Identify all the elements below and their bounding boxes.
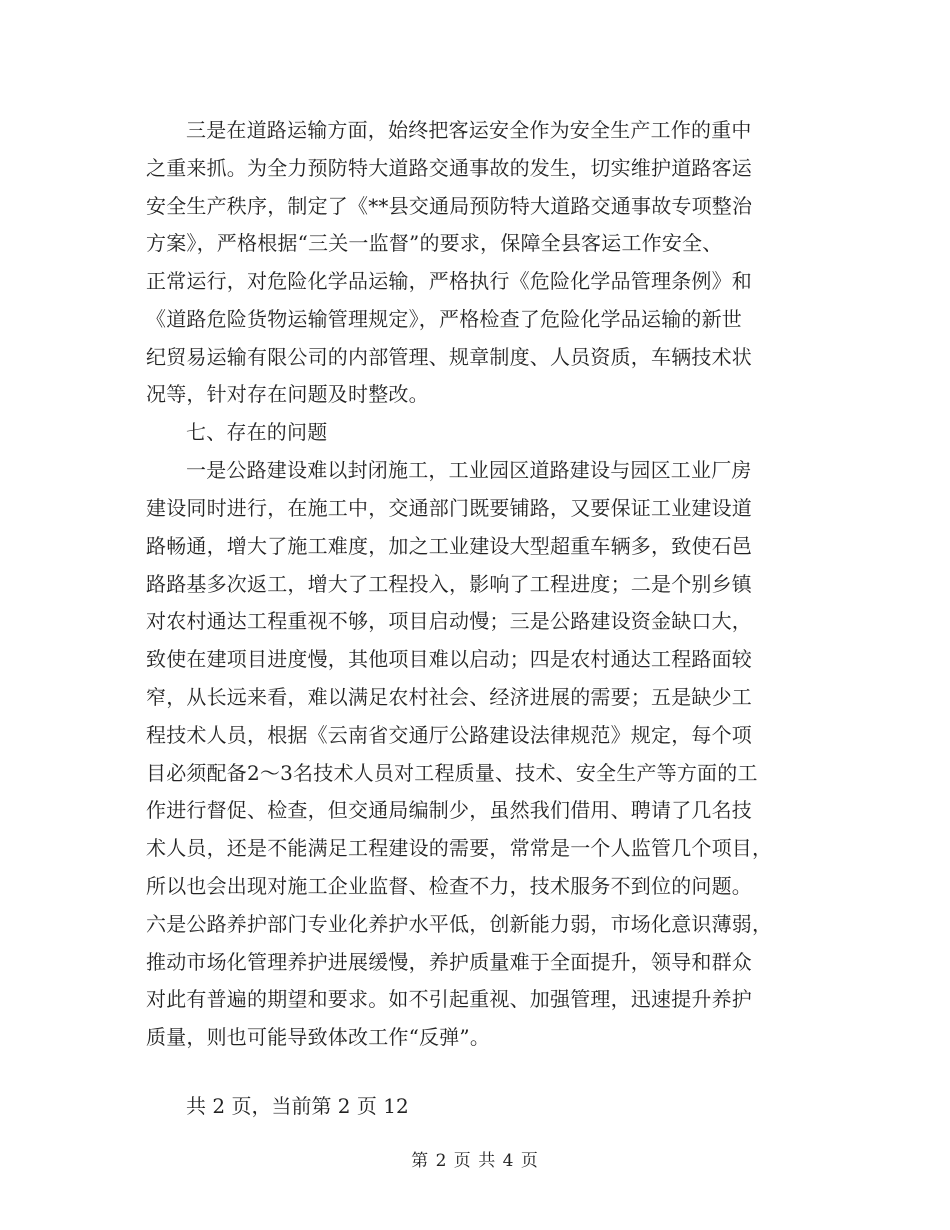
paragraph-line: 质量，则也可能导致体改工作“反弹”。 <box>146 1025 491 1049</box>
paragraph-line: 六是公路养护部门专业化养护水平低，创新能力弱，市场化意识薄弱， <box>146 912 773 936</box>
paragraph-line: 对农村通达工程重视不够，项目启动慢；三是公路建设资金缺口大， <box>146 609 752 633</box>
paragraph-line: 对此有普遍的期望和要求。如不引起重视、加强管理，迅速提升养护 <box>146 987 752 1011</box>
paragraph-line: 一是公路建设难以封闭施工，工业园区道路建设与园区工业厂房 <box>186 458 752 482</box>
page-footer: 第 2 页 共 4 页 <box>411 1151 539 1171</box>
paragraph-line: 方案》，严格根据“三关一监督”的要求，保障全县客运工作安全、 <box>146 231 723 255</box>
paragraph-line: 况等，针对存在问题及时整改。 <box>146 382 429 406</box>
paragraph-line: 《道路危险货物运输管理规定》，严格检查了危险化学品运输的新世 <box>146 307 742 331</box>
paragraph-line: 纪贸易运输有限公司的内部管理、规章制度、人员资质，车辆技术状 <box>146 345 752 369</box>
paragraph-line: 推动市场化管理养护进展缓慢，养护质量难于全面提升，领导和群众 <box>146 950 752 974</box>
paragraph-line: 安全生产秩序，制定了《**县交通局预防特大道路交通事故专项整治 <box>146 194 753 218</box>
paragraph-line: 正常运行，对危险化学品运输，严格执行《危险化学品管理条例》和 <box>146 269 752 293</box>
paragraph-line: 所以也会出现对施工企业监督、检查不力，技术服务不到位的问题。 <box>146 874 752 898</box>
section-heading: 七、存在的问题 <box>186 420 328 444</box>
paragraph-line: 目必须配备2～3名技术人员对工程质量、技术、安全生产等方面的工 <box>146 761 758 785</box>
paragraph-line: 作进行督促、检查，但交通局编制少，虽然我们借用、聘请了几名技 <box>146 798 752 822</box>
paragraph-line: 术人员，还是不能满足工程建设的需要，常常是一个人监管几个项目， <box>146 836 773 860</box>
page-info-text: 共 2 页，当前第 2 页 12 <box>186 1094 409 1118</box>
paragraph-line: 三是在道路运输方面，始终把客运安全作为安全生产工作的重中 <box>186 118 752 142</box>
paragraph-line: 路路基多次返工，增大了工程投入，影响了工程进度；二是个别乡镇 <box>146 572 752 596</box>
paragraph-line: 程技术人员，根据《云南省交通厅公路建设法律规范》规定，每个项 <box>146 723 752 747</box>
paragraph-line: 路畅通，增大了施工难度，加之工业建设大型超重车辆多，致使石邑 <box>146 534 752 558</box>
paragraph-line: 致使在建项目进度慢，其他项目难以启动；四是农村通达工程路面较 <box>146 647 752 671</box>
paragraph-line: 建设同时进行，在施工中，交通部门既要铺路，又要保证工业建设道 <box>146 496 752 520</box>
paragraph-line: 之重来抓。为全力预防特大道路交通事故的发生，切实维护道路客运 <box>146 156 752 180</box>
paragraph-line: 窄，从长远来看，难以满足农村社会、经济进展的需要；五是缺少工 <box>146 685 752 709</box>
